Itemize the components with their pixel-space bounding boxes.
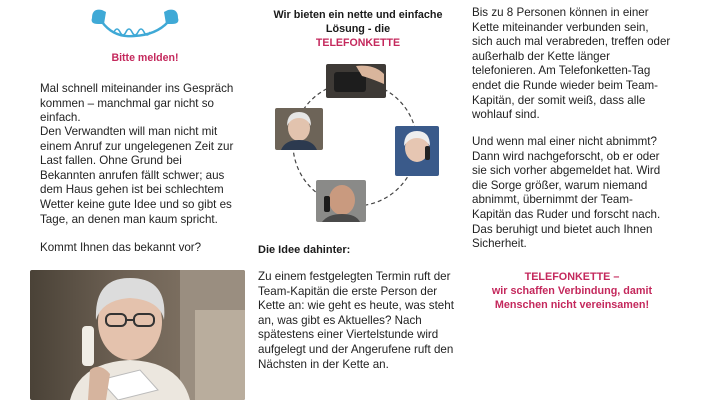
heading-line-2: Lösung - die: [325, 23, 391, 35]
old-man-photo: [316, 180, 366, 222]
phone-hand-photo: [326, 64, 386, 98]
heading-line-1: Wir bieten ein nette und einfache: [273, 9, 443, 21]
problem-paragraph: Den Verwandten will man nicht mit einem Anruf zur ungelegenen Zeit zur Last fallen. Ohne Grund bei Bekannten anrufen fällt schwer; aus dem Haus gehen ist bei schlechtem Wetter keine gute Idee und so gibt es Tage, an denen man kaum spricht.: [40, 125, 234, 226]
idee-title: Die Idee dahinter:: [258, 244, 351, 256]
phone-icon: [84, 2, 186, 42]
woman-glasses-photo: [275, 108, 323, 150]
idee-paragraph: Zu einem festgelegten Termin ruft der Team-Kapitän die erste Person der Kette an: wie geht es heute, was steht an, was gibt es Aktuelles? Nach spätestens einer Viertelstunde wird aufgelegt und der Angerufene ruft den Nächsten in der Kette an.: [258, 270, 454, 371]
bitte-melden: Bitte melden!: [111, 52, 179, 64]
question-paragraph: Kommt Ihnen das bekannt vor?: [40, 241, 202, 254]
smiling-woman-photo: [395, 126, 439, 176]
slogan-line-1: TELEFONKETTE –: [524, 271, 620, 283]
followup-paragraph: Und wenn mal einer nicht abnimmt? Dann wird nachgeforscht, ob er oder sie sich vorher abgemeldet hat. Wird die Sorge größer, warum niemand abnimmt, übernimmt der Team-Kapitän das Ruder und forscht nach. Das beruhigt und bietet auch Ihnen Sicherheit.: [472, 135, 661, 251]
woman-phone-photo: [30, 270, 245, 400]
slogan-line-3: Menschen nicht vereinsamen!: [494, 299, 650, 311]
chain-paragraph: Bis zu 8 Personen können in einer Kette miteinander verbunden sein, sich auch mal verabreden, treffen oder außerhalb der Kette länger telefonieren. Am Telefonketten-Tag endet die Runde wieder beim Team-Kapitän, der somit weiß, dass alle wohlauf sind.: [472, 6, 671, 122]
slogan-line-2: wir schaffen Verbindung, damit: [491, 285, 653, 297]
heading-accent: TELEFONKETTE: [315, 37, 401, 49]
intro-paragraph: Mal schnell miteinander ins Gespräch kommen – manchmal gar nicht so einfach.: [40, 82, 234, 125]
